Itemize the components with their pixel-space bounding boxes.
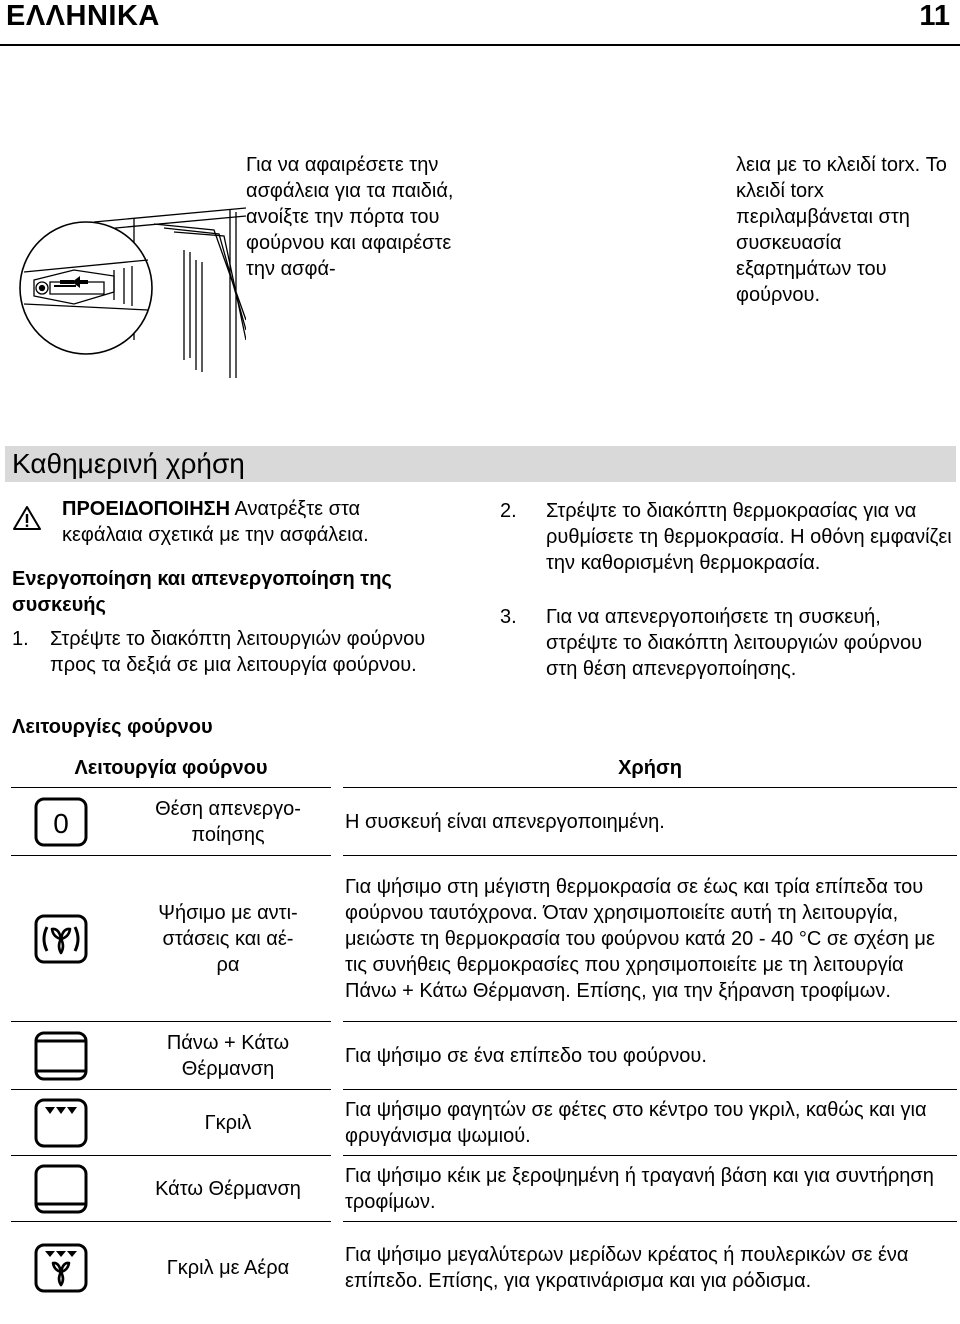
warning-icon (12, 505, 42, 531)
step-text: Στρέψτε το διακόπτη θερμοκρασίας για να ρυθμίσετε τη θερμοκρασία. Η οθόνη εμφανίζει την καθορισμένη θερμοκρασία. (546, 500, 952, 574)
step-text: Στρέψτε το διακόπτη λειτουργιών φούρνου προς τα δεξιά σε μια λειτουργία φούρνου. (50, 628, 426, 676)
section-title: Καθημερινή χρήση (12, 448, 245, 479)
page-number: 11 (919, 0, 950, 32)
warning-text (62, 496, 442, 548)
oven-functions-table (11, 750, 957, 1314)
top-bottom-heat-icon (33, 1030, 89, 1082)
function-use: Για ψήσιμο σε ένα επίπεδο του φούρνου. (343, 1022, 957, 1090)
step-number: 2. (500, 500, 517, 522)
table-row (11, 1156, 957, 1222)
function-name: Πάνω + Κάτω Θέρμανση (125, 1022, 331, 1090)
child-lock-illustration (14, 200, 246, 378)
table-row (11, 1222, 957, 1314)
svg-text:0: 0 (53, 807, 69, 839)
table-row (11, 1022, 957, 1090)
off-position-icon (33, 796, 89, 848)
warning-body: Ανατρέξτε στα κεφάλαια σχετικά με την ασφάλεια. (62, 498, 369, 546)
step-text: Για να απενεργοποιήσετε τη συσκευή, στρέψτε το διακόπτη λειτουργιών φούρνου στη θέση απενεργοποίησης. (546, 606, 923, 680)
on-off-heading: Ενεργοποίηση και απενεργοποίηση της συσκευής (12, 568, 392, 616)
child-lock-text-right: λεια με το κλειδί torx. Το κλειδί torx περιλαμβάνεται στη συσκευασία εξαρτημάτων του φούρνου. (736, 154, 947, 306)
function-use: Για ψήσιμο φαγητών σε φέτες στο κέντρο του γκριλ, καθώς και για φρυγάνισμα ψωμιού. (343, 1090, 957, 1156)
function-name: Ψήσιμο με αντι- στάσεις και αέ- ρα (125, 856, 331, 1022)
function-name: Θέση απενεργο- ποίησης (125, 788, 331, 856)
grill-fan-icon (33, 1242, 89, 1294)
function-use: Για ψήσιμο στη μέγιστη θερμοκρασία σε έως και τρία επίπεδα του φούρνου ταυτόχρονα. Όταν χρησιμοποιείτε αυτή τη λειτουργία, μειώστε τη θερμοκρασία του φούρνου κατά 20 - 40 °C σε σχέση με τις συνήθεις θερμοκρασίες που χρησιμοποιείτε με τη λειτουργία Πάνω + Κάτω Θέρμανση. Επίσης, για την ξήρανση τροφίμων. (343, 856, 957, 1022)
function-name: Γκριλ (125, 1090, 331, 1156)
table-row (11, 788, 957, 856)
fan-heating-icon (33, 913, 89, 965)
header-rule (0, 44, 960, 46)
function-name: Γκριλ με Αέρα (166, 1257, 290, 1279)
child-lock-text-left: Για να αφαιρέσετε την ασφάλεια για τα παιδιά, ανοίξτε την πόρτα του φούρνου και αφαιρέστε την ασφά- (246, 154, 454, 280)
table-row (11, 856, 957, 1022)
table-row (11, 1090, 957, 1156)
step-number: 3. (500, 606, 517, 628)
function-name: Κάτω Θέρμανση (125, 1156, 331, 1222)
col-header-function: Λειτουργία φούρνου (11, 750, 331, 788)
function-use: Για ψήσιμο κέικ με ξεροψημένη ή τραγανή βάση και για συντήρηση τροφίμων. (343, 1156, 957, 1222)
step-number: 1. (12, 628, 29, 650)
language-label: ΕΛΛΗΝΙΚΑ (6, 0, 160, 32)
warning-label: ΠΡΟΕΙΔΟΠΟΙΗΣΗ (62, 498, 231, 520)
function-use: Η συσκευή είναι απενεργοποιημένη. (343, 788, 957, 856)
function-use: Για ψήσιμο μεγαλύτερων μερίδων κρέατος ή πουλερικών σε ένα επίπεδο. Επίσης, για γκρατινάρισμα και για ρόδισμα. (345, 1244, 909, 1292)
col-header-use: Χρήση (343, 750, 957, 788)
bottom-heat-icon (33, 1163, 89, 1215)
grill-icon (33, 1097, 89, 1149)
functions-heading: Λειτουργίες φούρνου (12, 716, 213, 738)
